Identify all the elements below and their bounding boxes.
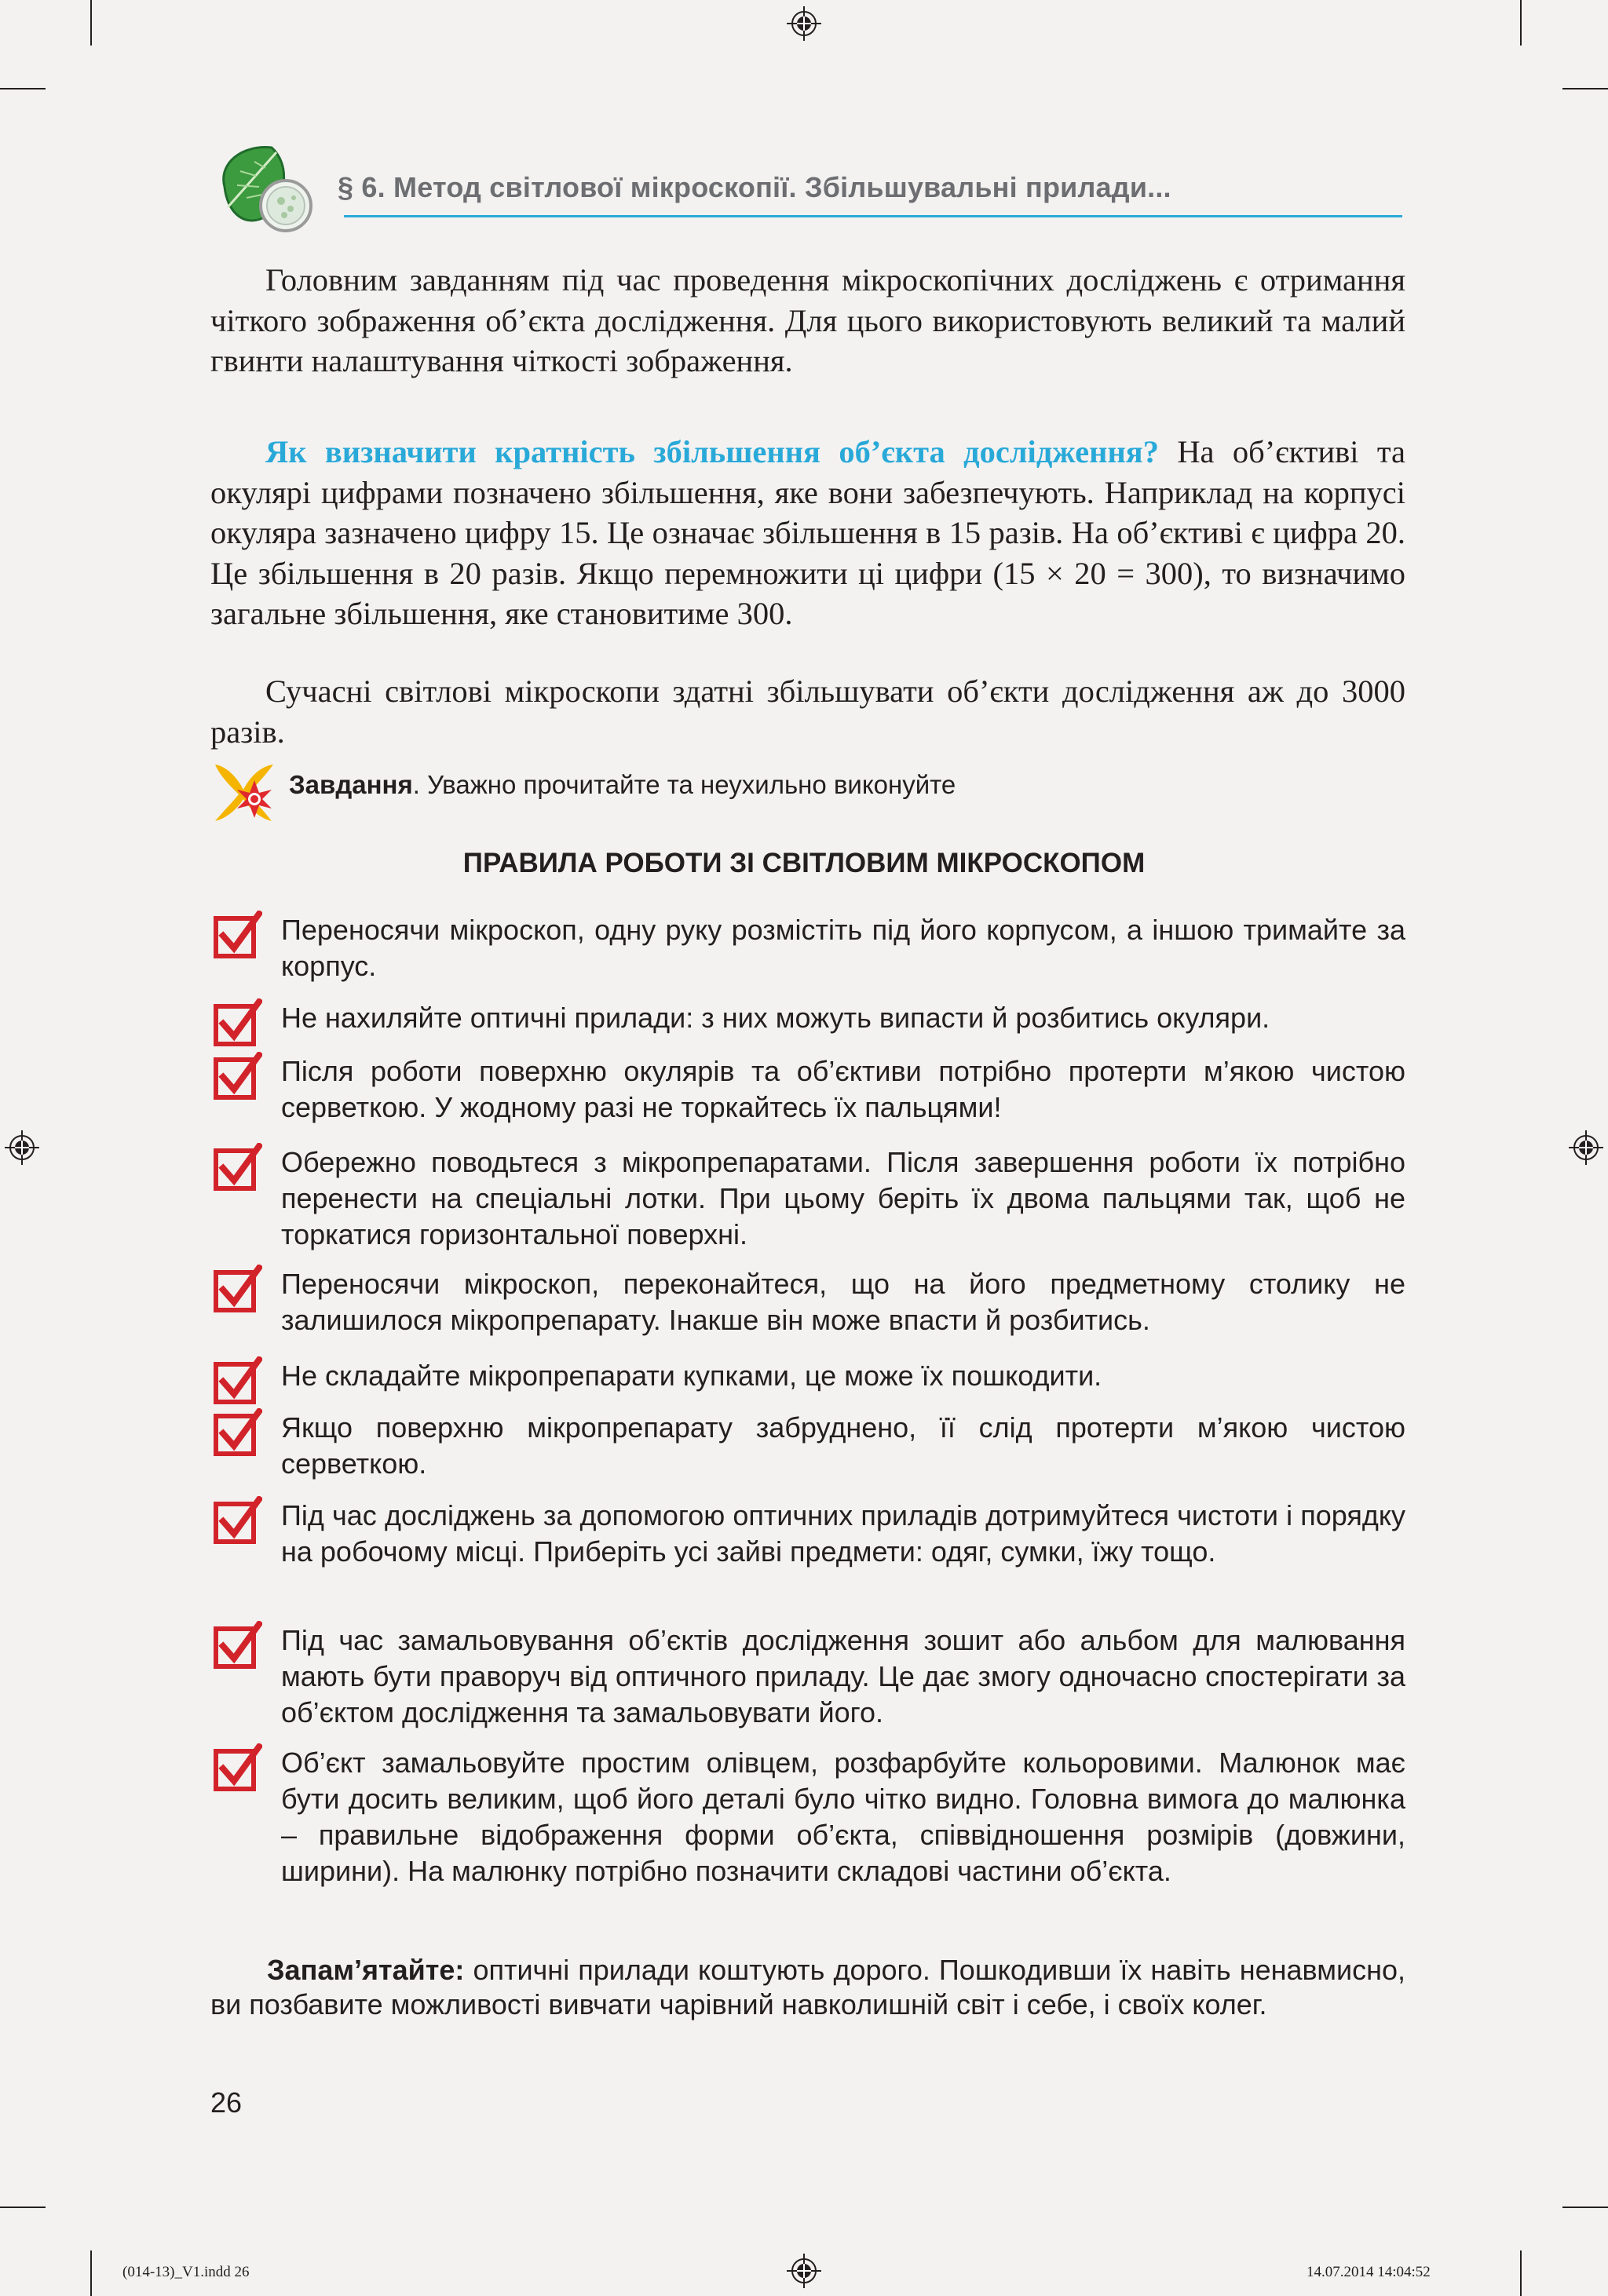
checkbox-checked-icon [214,1743,262,1792]
crop-mark [1520,2250,1522,2296]
checkbox-checked-icon [214,911,262,959]
crop-mark [1562,2207,1608,2208]
rule-item: Під час замальовування об’єктів дослідження зошит або альбом для малювання мають бути праворуч від оптичного приладу. Це дає змогу одночасно спостерігати за об’єктом дослідження та замальовувати його. [281,1624,1405,1728]
checkbox-checked-icon [214,1408,262,1457]
registration-mark-icon [5,1130,39,1165]
slug-datetime: 14.07.2014 14:04:52 [1306,2264,1431,2280]
crop-mark [90,0,92,46]
remember-label: Запам’ятайте: [267,1954,465,1986]
crop-mark [1562,88,1608,89]
rule-item: Переносячи мікроскоп, переконайтеся, що на його предметному столику не залишилося мікропрепарату. Інакше він може впасти й розбитись. [281,1268,1405,1336]
crop-mark [0,88,46,89]
checkbox-checked-icon [214,1496,262,1545]
checkbox-checked-icon [214,1052,262,1101]
rule-item: Після роботи поверхню окулярів та об’єктиви потрібно протерти м’якою чистою серветкою. У жодному разі не торкайтесь їх пальцями! [281,1055,1405,1123]
modern-microscopes-paragraph [210,671,1405,752]
section-title: § 6. Метод світлової мікроскопії. Збільшувальні прилади... [338,171,1171,203]
task-label: Завдання [289,770,413,799]
rule-item: Об’єкт замальовуйте простим олівцем, розфарбуйте кольоровими. Малюнок має бути досить великим, щоб його деталі було чітко видно. Головна вимога до малюнка – правильне відображення форми об’єкта, співвідношення розмірів (довжини, ширини). На малюнку потрібно позначити складові частини об’єкта. [281,1747,1405,1887]
checkbox-checked-icon [214,1356,262,1405]
rule-item: Не складайте мікропрепарати купками, це може їх пошкодити. [281,1360,1102,1392]
crop-mark [1520,0,1522,46]
task-text: . Уважно прочитайте та неухильно виконуйте [412,770,956,799]
task-instruction [289,770,956,800]
slug-file: (014-13)_V1.indd 26 [122,2264,250,2280]
checkbox-checked-icon [214,1265,262,1313]
registration-mark-icon [787,6,821,41]
task-star-icon [209,760,284,823]
intro-text: Головним завданням під час проведення мікроскопічних досліджень є отримання чіткого зображення об’єкта дослідження. Для цього використовують великий та малий гвинти налаштування чіткості зображення. [210,262,1405,378]
rule-item: Якщо поверхню мікропрепарату забруднено, її слід протерти м’якою чистою серветкою. [281,1411,1405,1480]
checkbox-checked-icon [214,1143,262,1192]
crop-mark [0,2207,46,2208]
page-number: 26 [210,2086,243,2119]
crop-mark [90,2250,92,2296]
modern-microscopes-text: Сучасні світлові мікроскопи здатні збільшувати об’єкти дослідження аж до 3000 разів. [210,673,1405,750]
magnification-paragraph [210,432,1405,634]
rule-item: Обережно поводьтеся з мікропрепаратами. Після завершення роботи їх потрібно перенести на спеціальні лотки. При цьому беріть їх двома пальцями так, щоб не торкатися горизонтальної поверхні. [281,1146,1405,1250]
rule-item: Не нахиляйте оптичні прилади: з них можуть випасти й розбитись окуляри. [281,1002,1270,1034]
registration-mark-icon [787,2254,821,2288]
leaf-microscope-icon [210,140,320,242]
magnification-answer: На об’єктиві та окулярі цифрами позначено збільшення, яке вони забезпечують. Наприклад на корпусі окуляра зазначено цифру 15. Це означає збільшення в 15 разів. На об’єктиві є цифра 20. Це збільшення в 20 разів. Якщо перемножити ці цифри (15 × 20 = 300), то визначимо загальне збільшення, яке становитиме 300. [210,434,1406,631]
checkbox-checked-icon [214,998,262,1047]
rules-title: ПРАВИЛА РОБОТИ ЗІ СВІТЛОВИМ МІКРОСКОПОМ [462,848,1146,878]
checkbox-checked-icon [214,1621,262,1670]
remember-note [210,1953,1405,2022]
registration-mark-icon [1569,1130,1603,1165]
magnification-question: Як визначити кратність збільшення об’єкта дослідження? [265,434,1159,469]
rule-item: Під час досліджень за допомогою оптичних приладів дотримуйтеся чистоти і порядку на робочому місці. Приберіть усі зайві предмети: одяг, сумки, їжу тощо. [281,1499,1405,1568]
rule-item: Переносячи мікроскоп, одну руку розмістіть під його корпусом, а іншою тримайте за корпус. [281,914,1405,982]
intro-paragraph [210,260,1405,381]
header-rule [344,215,1402,217]
remember-text: оптичні прилади коштують дорого. Пошкодивши їх навіть ненавмисно, ви позбавите можливості вивчати чарівний навколишній світ і себе, і своїх колег. [210,1954,1405,2020]
